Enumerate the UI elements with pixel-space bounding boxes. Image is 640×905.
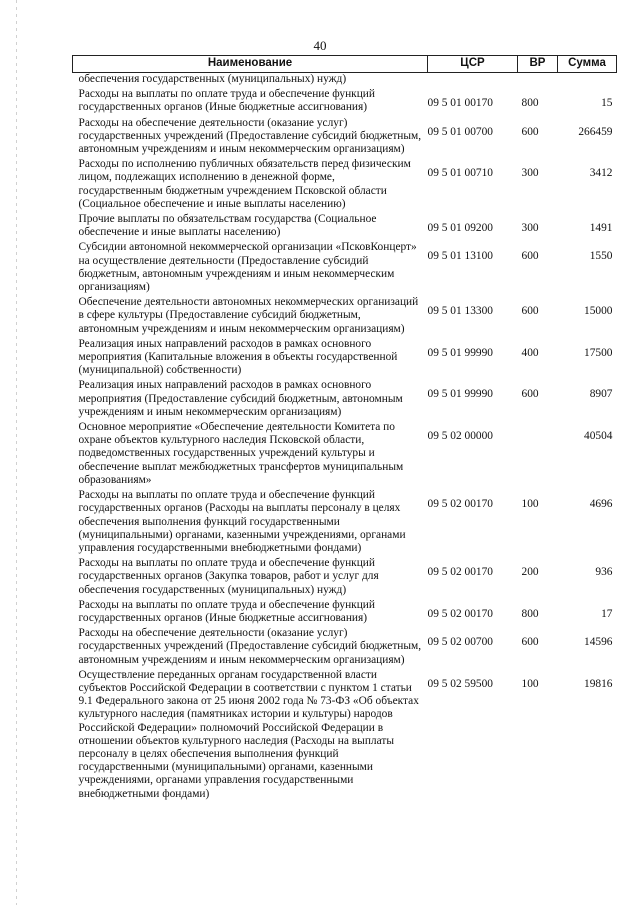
budget-table — [72, 55, 617, 803]
row-csr: 09 5 02 00000 — [427, 430, 493, 443]
row-sum: 936 — [595, 566, 613, 579]
row-name: обеспечения государственных (муниципальных) нужд) — [78, 73, 347, 85]
row-vr — [518, 73, 558, 89]
table-row — [73, 117, 617, 159]
row-vr: 800 — [521, 97, 539, 110]
row-vr: 300 — [521, 167, 539, 180]
row-sum: 4696 — [589, 498, 613, 511]
row-name: Расходы на выплаты по оплате труда и обеспечение функций государственных органов (Закупка товаров, работ и услуг для обеспечения государственных (муниципальных) нужд) — [78, 557, 379, 596]
row-csr: 09 5 02 00170 — [427, 566, 493, 579]
row-sum: 17500 — [584, 346, 613, 359]
row-name: Реализация иных направлений расходов в рамках основного мероприятия (Капитальные вложения в объекты государственной (муниципальной) собственности) — [78, 337, 398, 377]
header-sum: Сумма — [558, 56, 617, 73]
row-sum: 8907 — [589, 388, 613, 401]
row-sum: 3412 — [589, 167, 613, 180]
header-csr: ЦСР — [428, 56, 518, 73]
row-csr — [428, 73, 518, 89]
row-csr: 09 5 02 59500 — [427, 677, 493, 690]
row-vr: 200 — [521, 566, 539, 579]
table-row — [73, 73, 617, 89]
row-vr: 600 — [521, 388, 539, 401]
row-sum: 1491 — [589, 222, 613, 235]
row-csr: 09 5 02 00700 — [427, 636, 493, 649]
row-csr: 09 5 01 13300 — [427, 305, 493, 318]
table-row — [73, 489, 617, 557]
row-name: Прочие выплаты по обязательствам государства (Социальное обеспечение и иные выплаты населению) — [78, 213, 377, 239]
table-row — [73, 669, 617, 803]
row-csr: 09 5 01 99990 — [427, 346, 493, 359]
row-name: Основное мероприятие «Обеспечение деятельности Комитета по охране объектов культурного наследия Псковской области, подведомственных государственных учреждений культуры и обеспечение выплат межбюджетных трансфертов муниципальным образованиям» — [78, 421, 404, 486]
row-vr: 400 — [521, 346, 539, 359]
row-csr: 09 5 01 09200 — [427, 222, 493, 235]
table-row — [73, 338, 617, 380]
row-name: Субсидии автономной некоммерческой организации «ПсковКонцерт» на осуществление деятельности (Предоставление субсидий бюджетным, автономным учреждениям и иным некоммерческим организациям) — [78, 241, 417, 294]
row-vr: 100 — [521, 498, 539, 511]
row-sum — [558, 73, 617, 89]
row-name: Обеспечение деятельности автономных некоммерческих организаций в сфере культуры (Предоставление субсидий бюджетным, автономным учреждениям и иным некоммерческим организациям) — [78, 296, 419, 335]
table-row — [73, 88, 617, 116]
row-name: Расходы на выплаты по оплате труда и обеспечение функций государственных органов (Иные бюджетные ассигнования) — [78, 598, 375, 624]
row-vr: 600 — [521, 305, 539, 318]
page-number: 40 — [313, 38, 327, 53]
row-csr: 09 5 01 00710 — [427, 167, 493, 180]
row-sum: 40504 — [584, 430, 613, 443]
header-vr: ВР — [518, 56, 558, 73]
row-vr: 600 — [521, 250, 539, 263]
header-name: Наименование — [73, 56, 428, 73]
row-sum: 266459 — [578, 125, 613, 138]
table-row — [73, 241, 617, 296]
row-csr: 09 5 01 99990 — [427, 388, 493, 401]
table-row — [73, 627, 617, 669]
row-sum: 14596 — [584, 636, 613, 649]
table-row — [73, 421, 617, 489]
row-name: Расходы на обеспечение деятельности (оказание услуг) государственных учреждений (Предоставление субсидий бюджетным, автономным учреждениям и иным некоммерческим организациям) — [78, 627, 422, 666]
row-name: Расходы на выплаты по оплате труда и обеспечение функций государственных органов (Расходы на выплаты персоналу в целях обеспечения выполнения функций государственными (муниципальными) органами, казенными учреждениями, органами управления государственными внебюджетными фондами) — [78, 489, 406, 554]
row-name: Расходы по исполнению публичных обязательств перед физическим лицом, подлежащих исполнению в денежной форме, государственным бюджетным учреждением Псковской области (Социальное обеспечение и иные выплаты населению) — [78, 158, 411, 210]
table-row — [73, 379, 617, 421]
row-sum: 17 — [601, 607, 613, 620]
row-csr: 09 5 01 00700 — [427, 125, 493, 138]
table-row — [73, 158, 617, 213]
row-csr: 09 5 02 00170 — [427, 498, 493, 511]
table-row — [73, 599, 617, 627]
row-name: Реализация иных направлений расходов в рамках основного мероприятия (Предоставление субсидий бюджетным, автономным учреждениям и иным некоммерческим организациям) — [78, 379, 403, 418]
scan-edge-line — [16, 0, 17, 905]
row-csr: 09 5 02 00170 — [427, 607, 493, 620]
row-sum: 19816 — [584, 677, 613, 690]
table-row — [73, 557, 617, 599]
row-vr: 600 — [521, 636, 539, 649]
row-vr: 600 — [521, 125, 539, 138]
row-vr: 300 — [521, 222, 539, 235]
row-name: Осуществление переданных органам государственной власти субъектов Российской Федерации в соответствии с пунктом 1 статьи 9.1 Федерального закона от 25 июня 2002 года № 73-ФЗ «Об объектах культурного наследия (памятниках истории и культуры) народов Российской Федерации» полномочий Российской Федерации в отношении объектов культурного наследия (Расходы на выплаты персоналу в целях обеспечения выполнения функций государственными (муниципальными) органами, казенными учреждениями, органами управления государственными внебюджетными фондами) — [78, 668, 419, 800]
row-sum: 1550 — [589, 250, 613, 263]
table-header-row — [73, 56, 617, 73]
row-sum: 15 — [601, 97, 613, 110]
row-vr: 100 — [521, 677, 539, 690]
table-row — [73, 213, 617, 241]
row-csr: 09 5 01 00170 — [427, 97, 493, 110]
row-name: Расходы на выплаты по оплате труда и обеспечение функций государственных органов (Иные бюджетные ассигнования) — [78, 88, 375, 114]
table-row — [73, 296, 617, 338]
row-vr — [518, 421, 558, 489]
row-csr: 09 5 01 13100 — [427, 250, 493, 263]
row-name: Расходы на обеспечение деятельности (оказание услуг) государственных учреждений (Предоставление субсидий бюджетным, автономным учреждениям и иным некоммерческим организациям) — [78, 116, 422, 156]
row-sum: 15000 — [584, 305, 613, 318]
row-vr: 800 — [521, 607, 539, 620]
